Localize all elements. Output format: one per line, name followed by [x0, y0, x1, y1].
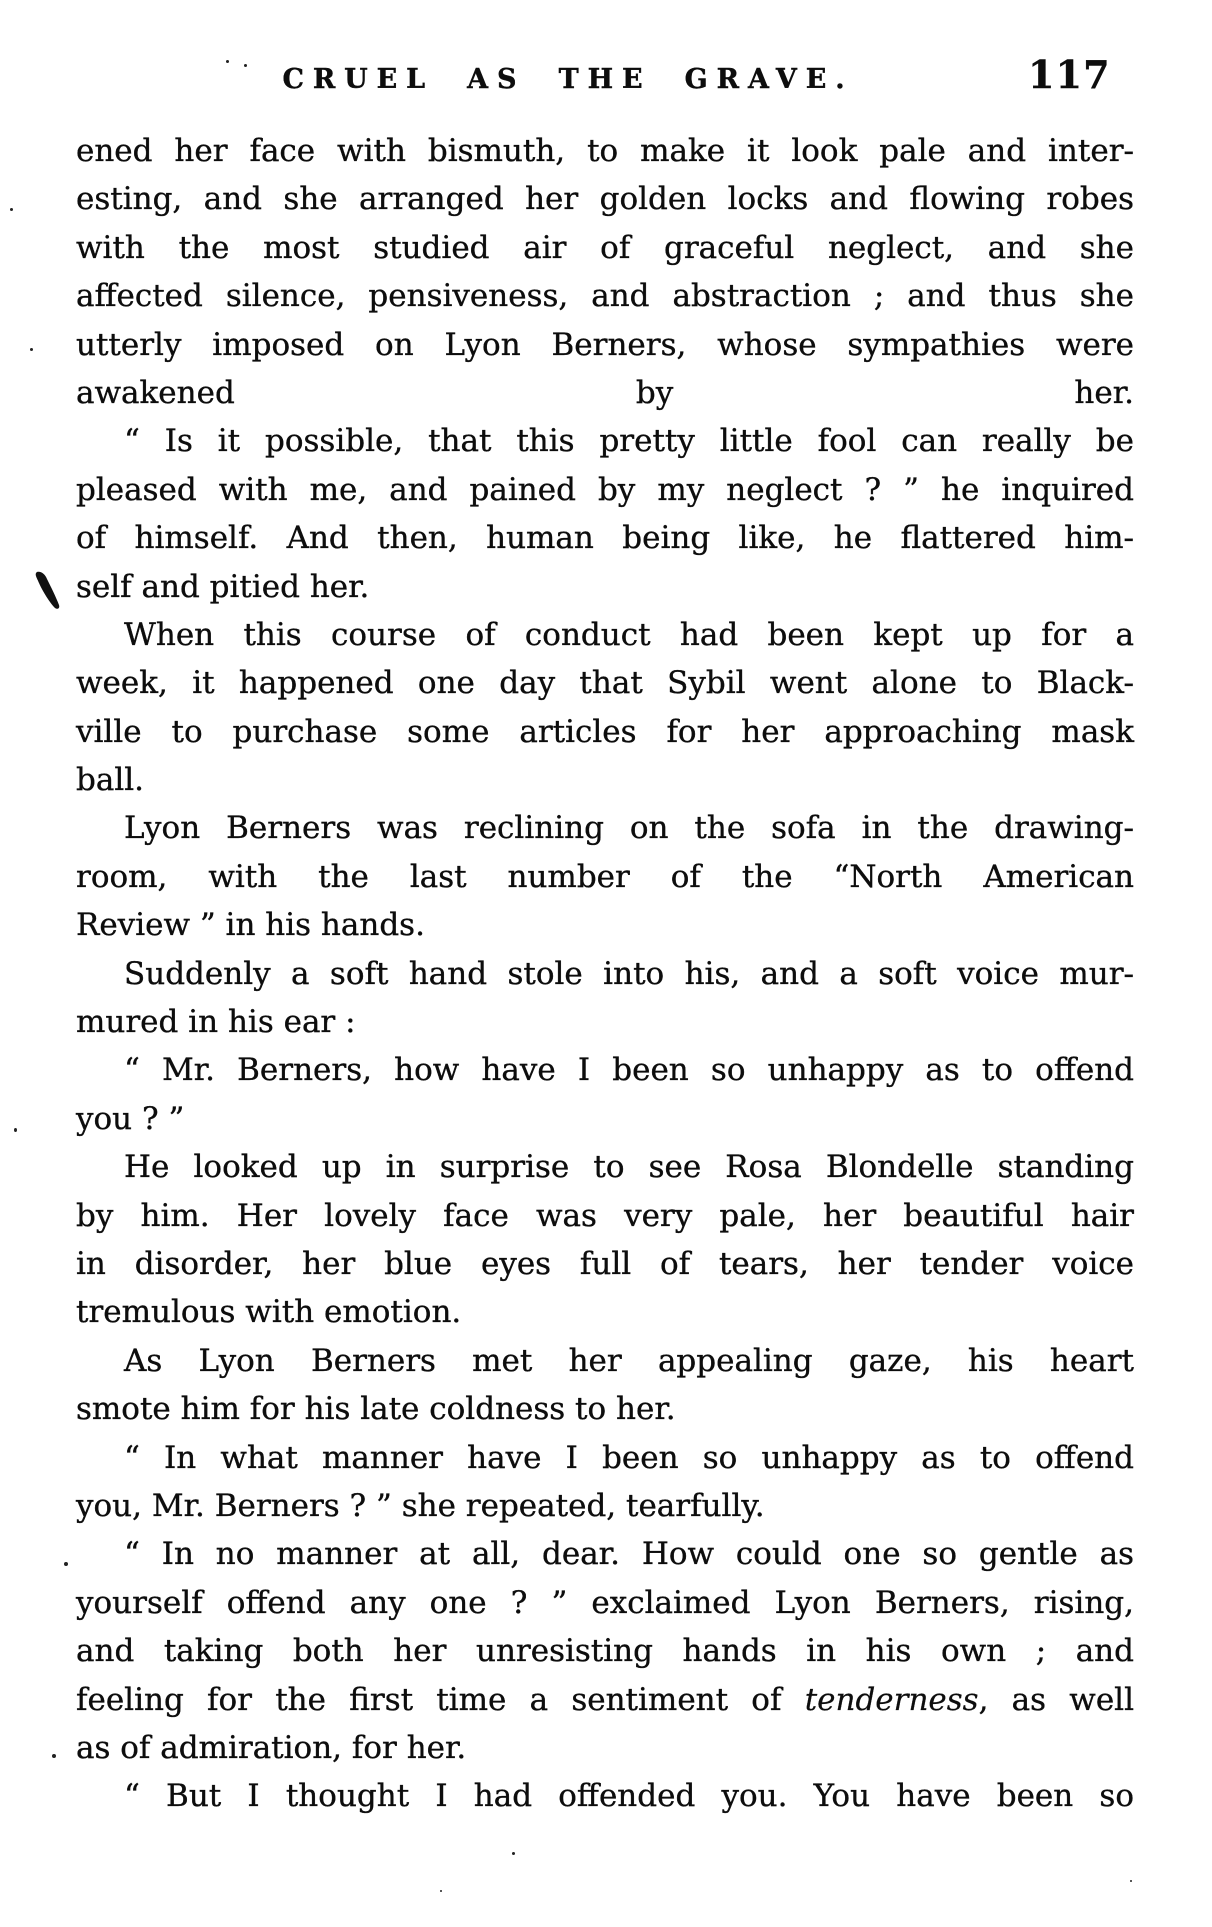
text-line: Review ” in his hands.	[76, 907, 425, 944]
ink-mark	[33, 570, 63, 612]
text-line: affected silence, pensiveness, and abstraction ; and thus she	[76, 278, 1134, 315]
text-line: ville to purchase some articles for her approaching mask	[76, 713, 1134, 750]
scan-speck	[226, 60, 229, 63]
text-line: “ Is it possible, that this pretty little fool can really be	[124, 423, 1134, 460]
text-line: and taking both her unresisting hands in his own ; and	[76, 1633, 1134, 1670]
text-line: utterly imposed on Lyon Berners, whose sympathies were	[76, 326, 1134, 363]
text-line: “ In no manner at all, dear. How could one so gentle as	[124, 1536, 1134, 1573]
scan-speck	[14, 1128, 17, 1132]
text-line: room, with the last number of the “North American	[76, 858, 1134, 895]
scan-speck	[1130, 1880, 1132, 1882]
text-line: with the most studied air of graceful neglect, and she	[76, 229, 1134, 266]
text-line: mured in his ear :	[76, 1004, 356, 1041]
text-line: feeling for the first time a sentiment of tenderness, as well	[76, 1681, 1134, 1718]
page-text	[76, 127, 1134, 1821]
page-number: 117	[1028, 52, 1111, 97]
text-line: As Lyon Berners met her appealing gaze, his heart	[124, 1342, 1134, 1379]
text-line: of himself. And then, human being like, he flattered him-	[76, 520, 1134, 557]
text-line: as of admiration, for her.	[76, 1729, 467, 1766]
running-title: CRUEL AS THE GRAVE.	[282, 64, 854, 95]
text-line: esting, and she arranged her golden locks and flowing robes	[76, 181, 1134, 218]
text-line: awakened by her.	[76, 374, 1134, 411]
scan-speck	[30, 348, 33, 351]
text-line: pleased with me, and pained by my neglect ? ” he inquired	[76, 471, 1134, 508]
text-line: When this course of conduct had been kept up for a	[124, 616, 1134, 653]
scan-speck	[52, 1754, 56, 1758]
scan-speck	[244, 64, 247, 67]
text-line: “ But I thought I had offended you. You have been so	[124, 1778, 1134, 1815]
text-line: He looked up in surprise to see Rosa Blondelle standing	[124, 1149, 1134, 1186]
text-line: Suddenly a soft hand stole into his, and a soft voice mur-	[124, 955, 1134, 992]
text-line: you, Mr. Berners ? ” she repeated, tearfully.	[76, 1487, 765, 1524]
text-line: “ In what manner have I been so unhappy as to offend	[124, 1439, 1134, 1476]
text-line: week, it happened one day that Sybil went alone to Black-	[76, 665, 1134, 702]
text-line: tremulous with emotion.	[76, 1294, 462, 1331]
scan-speck	[10, 208, 13, 211]
text-line: in disorder, her blue eyes full of tears, her tender voice	[76, 1245, 1134, 1282]
text-line: yourself offend any one ? ” exclaimed Lyon Berners, rising,	[76, 1584, 1134, 1621]
page-header	[0, 0, 1212, 120]
text-line: Lyon Berners was reclining on the sofa in the drawing-	[124, 810, 1134, 847]
text-line: “ Mr. Berners, how have I been so unhappy as to offend	[124, 1052, 1134, 1089]
scan-speck	[64, 1562, 68, 1566]
scan-speck	[512, 1852, 515, 1855]
text-line: by him. Her lovely face was very pale, her beautiful hair	[76, 1197, 1134, 1234]
text-line: ened her face with bismuth, to make it look pale and inter-	[76, 133, 1134, 169]
text-line: self and pitied her.	[76, 568, 370, 605]
text-line: ball.	[76, 762, 145, 799]
text-line: you ? ”	[76, 1100, 185, 1137]
scan-speck	[440, 1890, 442, 1892]
text-line: smote him for his late coldness to her.	[76, 1391, 676, 1428]
